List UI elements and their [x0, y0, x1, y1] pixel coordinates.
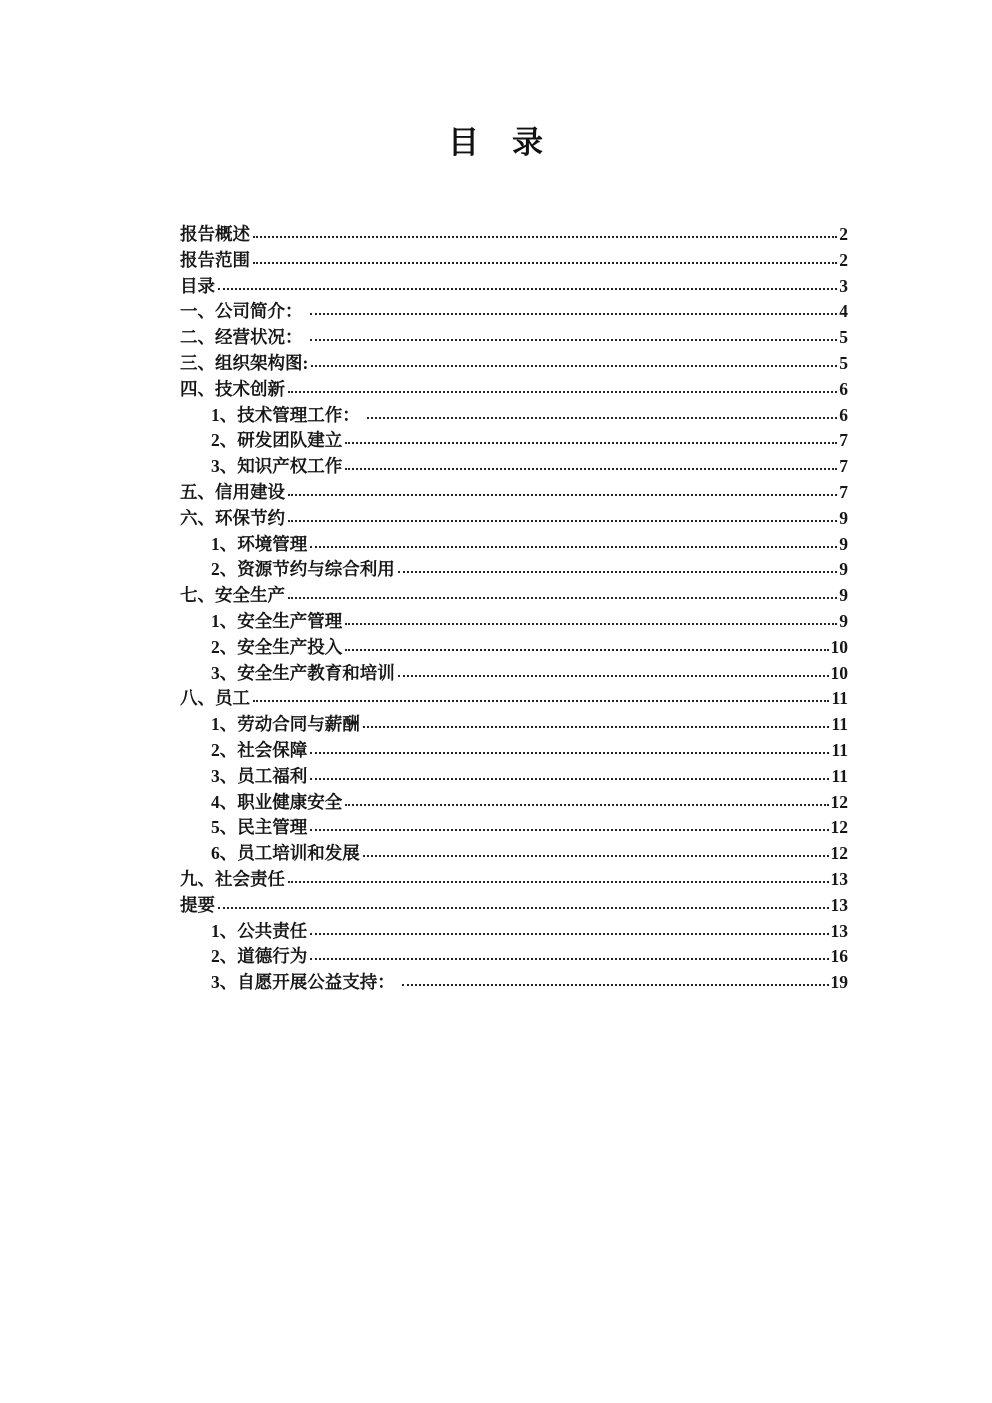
toc-entry[interactable] — [180, 867, 848, 893]
toc-leader-dots — [345, 442, 837, 444]
toc-page-number: 3 — [839, 275, 848, 296]
toc-entry-label: 3、知识产权工作 — [211, 456, 343, 477]
toc-leader-dots — [311, 365, 837, 367]
toc-leader-dots — [218, 288, 837, 290]
toc-page-number: 7 — [839, 456, 848, 477]
toc-page-number: 12 — [830, 843, 848, 864]
toc-entry-label: 目录 — [180, 275, 215, 296]
toc-page-number: 10 — [830, 636, 848, 657]
toc-entry-label: 1、环境管理 — [211, 533, 308, 554]
toc-entry[interactable] — [180, 506, 848, 532]
toc-entry-label: 3、自愿开展公益支持： — [211, 972, 400, 993]
toc-leader-dots — [310, 778, 829, 780]
toc-entry[interactable] — [180, 712, 848, 738]
toc-entry-label: 4、职业健康安全 — [211, 791, 343, 812]
toc-entry[interactable] — [180, 815, 848, 841]
toc-entry-label: 2、资源节约与综合利用 — [211, 559, 395, 580]
toc-leader-dots — [310, 313, 837, 315]
toc-entry-label: 八、员工 — [180, 688, 250, 709]
toc-entry[interactable] — [180, 454, 848, 480]
toc-entry[interactable] — [180, 532, 848, 558]
toc-page-number: 13 — [830, 920, 848, 941]
toc-entry[interactable] — [180, 893, 848, 919]
toc-entry-label: 七、安全生产 — [180, 585, 285, 606]
toc-leader-dots — [310, 752, 829, 754]
toc-entry[interactable] — [180, 299, 848, 325]
toc-entry-label: 三、组织架构图: — [180, 352, 309, 373]
toc-entry-label: 2、道德行为 — [211, 946, 308, 967]
toc-entry[interactable] — [180, 248, 848, 274]
toc-leader-dots — [345, 623, 837, 625]
toc-page-number: 16 — [830, 946, 848, 967]
toc-page-number: 9 — [839, 585, 848, 606]
toc-entry-label: 1、安全生产管理 — [211, 610, 343, 631]
toc-entry[interactable] — [180, 557, 848, 583]
toc-entry-label: 5、民主管理 — [211, 817, 308, 838]
toc-page-number: 19 — [830, 972, 848, 993]
toc-entry[interactable] — [180, 583, 848, 609]
toc-page-number: 11 — [831, 739, 848, 760]
toc-leader-dots — [310, 339, 837, 341]
toc-entry[interactable] — [180, 609, 848, 635]
toc-entry[interactable] — [180, 764, 848, 790]
toc-entry-label: 报告范围 — [180, 249, 250, 270]
toc-entry-label: 六、环保节约 — [180, 507, 285, 528]
toc-entry[interactable] — [180, 274, 848, 300]
toc-leader-dots — [310, 829, 828, 831]
toc-entry-label: 1、技术管理工作： — [211, 404, 365, 425]
toc-entry[interactable] — [180, 919, 848, 945]
toc-leader-dots — [345, 468, 837, 470]
toc-entry-label: 3、安全生产教育和培训 — [211, 662, 395, 683]
toc-entry-label: 一、公司简介： — [180, 301, 307, 322]
toc-page-number: 12 — [830, 791, 848, 812]
toc-page-number: 2 — [839, 224, 848, 244]
toc-leader-dots — [288, 597, 837, 599]
toc-leader-dots — [253, 236, 837, 238]
toc-entry[interactable] — [180, 351, 848, 377]
toc-page-number: 7 — [839, 481, 848, 502]
toc-leader-dots — [367, 417, 837, 419]
toc-page-number: 9 — [839, 507, 848, 528]
toc-leader-dots — [310, 933, 828, 935]
toc-entry[interactable] — [180, 686, 848, 712]
toc-page-number: 7 — [839, 430, 848, 451]
toc-list — [180, 222, 848, 996]
toc-page-number: 11 — [831, 765, 848, 786]
toc-page-number: 4 — [839, 301, 848, 322]
toc-leader-dots — [218, 907, 829, 909]
toc-leader-dots — [363, 726, 830, 728]
toc-page-title: 目 录 — [448, 125, 544, 160]
toc-page-number: 9 — [839, 610, 848, 631]
toc-entry-label: 2、社会保障 — [211, 739, 308, 760]
toc-entry-label: 6、员工培训和发展 — [211, 843, 360, 864]
toc-leader-dots — [310, 958, 828, 960]
toc-entry-label: 提要 — [180, 894, 215, 915]
toc-leader-dots — [398, 571, 838, 573]
toc-page-number: 11 — [831, 714, 848, 735]
toc-entry[interactable] — [180, 841, 848, 867]
toc-entry-label: 1、劳动合同与薪酬 — [211, 714, 360, 735]
toc-entry[interactable] — [180, 970, 848, 996]
toc-entry[interactable] — [180, 738, 848, 764]
toc-leader-dots — [288, 520, 837, 522]
toc-entry-label: 2、安全生产投入 — [211, 636, 343, 657]
toc-leader-dots — [288, 391, 837, 393]
toc-page-number: 11 — [831, 688, 848, 709]
toc-entry-label: 四、技术创新 — [180, 378, 285, 399]
toc-leader-dots — [253, 700, 829, 702]
toc-page-number: 6 — [839, 404, 848, 425]
toc-leader-dots — [288, 881, 829, 883]
toc-entry[interactable] — [180, 428, 848, 454]
toc-entry-label: 五、信用建设 — [180, 481, 285, 502]
toc-entry-label: 1、公共责任 — [211, 920, 308, 941]
toc-entry[interactable] — [180, 635, 848, 661]
toc-leader-dots — [345, 649, 828, 651]
toc-entry[interactable] — [180, 377, 848, 403]
toc-entry-label: 报告概述 — [180, 224, 250, 244]
toc-leader-dots — [402, 984, 828, 986]
toc-page-number: 9 — [839, 559, 848, 580]
toc-entry-label: 九、社会责任 — [180, 868, 285, 889]
toc-page-number: 5 — [839, 327, 848, 348]
toc-entry-label: 3、员工福利 — [211, 765, 308, 786]
toc-entry[interactable] — [180, 403, 848, 429]
toc-entry[interactable] — [180, 790, 848, 816]
toc-page-number: 10 — [830, 662, 848, 683]
toc-leader-dots — [288, 494, 837, 496]
toc-entry-label: 2、研发团队建立 — [211, 430, 343, 451]
toc-leader-dots — [253, 262, 837, 264]
toc-leader-dots — [363, 855, 829, 857]
toc-leader-dots — [398, 675, 829, 677]
toc-leader-dots — [310, 546, 837, 548]
toc-page-number: 13 — [830, 894, 848, 915]
toc-page-number: 9 — [839, 533, 848, 554]
toc-entry[interactable] — [180, 222, 848, 248]
toc-entry[interactable] — [180, 944, 848, 970]
toc-page-number: 2 — [839, 249, 848, 270]
toc-page-number: 12 — [830, 817, 848, 838]
toc-entry-label: 二、经营状况： — [180, 327, 307, 348]
toc-entry[interactable] — [180, 661, 848, 687]
toc-page-number: 6 — [839, 378, 848, 399]
toc-entry[interactable] — [180, 325, 848, 351]
toc-leader-dots — [345, 804, 828, 806]
toc-page-number: 13 — [830, 868, 848, 889]
toc-page-number: 5 — [839, 352, 848, 373]
toc-entry[interactable] — [180, 480, 848, 506]
